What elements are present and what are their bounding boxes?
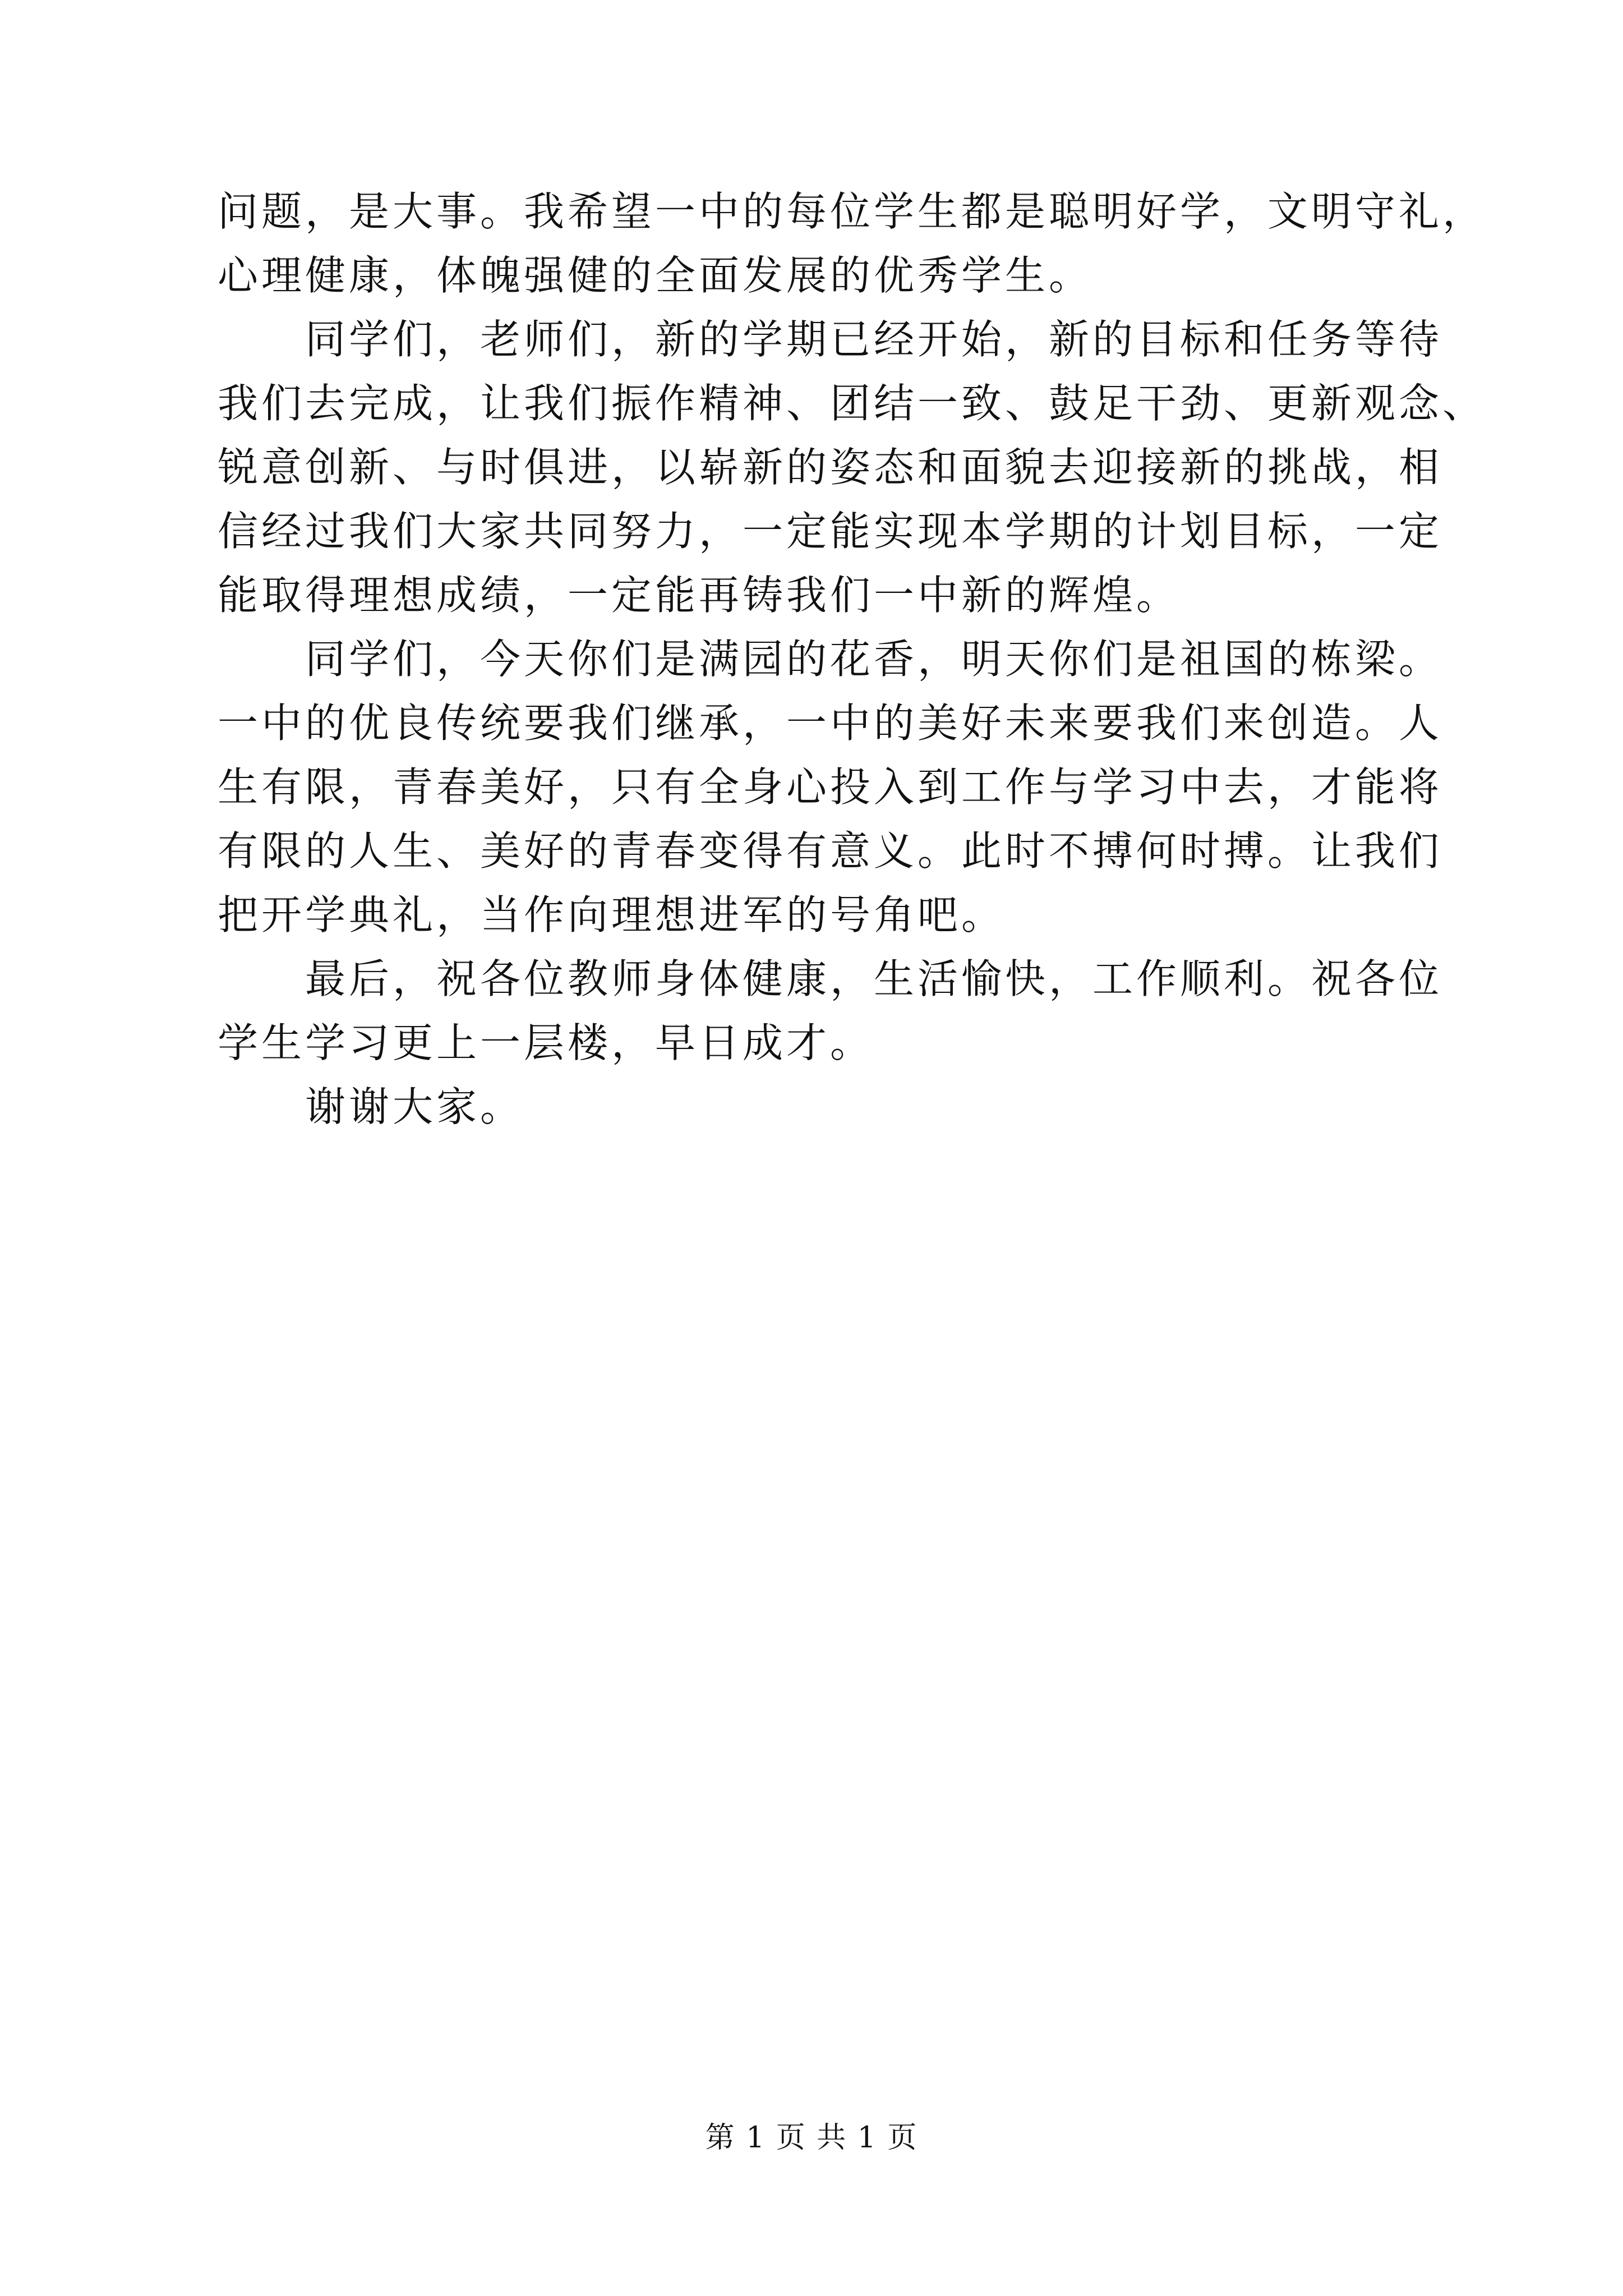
text-line: 问题，是大事。我希望一中的每位学生都是聪明好学，文明守礼， [218,188,1487,235]
text-line: 最后，祝各位教师身体健康，生活愉快，工作顺利。祝各位 [218,955,1443,1002]
text-line: 谢谢大家。 [218,1083,524,1130]
text-line: 信经过我们大家共同努力，一定能实现本学期的计划目标，一定 [218,508,1443,555]
speech-body [218,180,1487,1139]
text-line: 同学们，老师们，新的学期已经开始，新的目标和任务等待 [218,316,1443,363]
text-line: 同学们，今天你们是满园的花香，明天你们是祖国的栋梁。 [218,636,1443,683]
text-line: 锐意创新、与时俱进，以崭新的姿态和面貌去迎接新的挑战，相 [218,444,1443,491]
text-line: 把开学典礼，当作向理想进军的号角吧。 [218,891,1006,938]
text-line: 能取得理想成绩，一定能再铸我们一中新的辉煌。 [218,572,1181,619]
text-line: 心理健康，体魄强健的全面发展的优秀学生。 [218,252,1093,299]
text-line: 我们去完成，让我们振作精神、团结一致、鼓足干劲、更新观念、 [218,380,1487,427]
text-line: 一中的优良传统要我们继承，一中的美好未来要我们来创造。人 [218,700,1443,747]
text-line: 学生学习更上一层楼，早日成才。 [218,1019,874,1066]
text-line: 生有限，青春美好，只有全身心投入到工作与学习中去，才能将 [218,763,1443,811]
page-footer: 第 1 页 共 1 页 [705,2121,918,2155]
text-line: 有限的人生、美好的青春变得有意义。此时不搏何时搏。让我们 [218,827,1443,875]
